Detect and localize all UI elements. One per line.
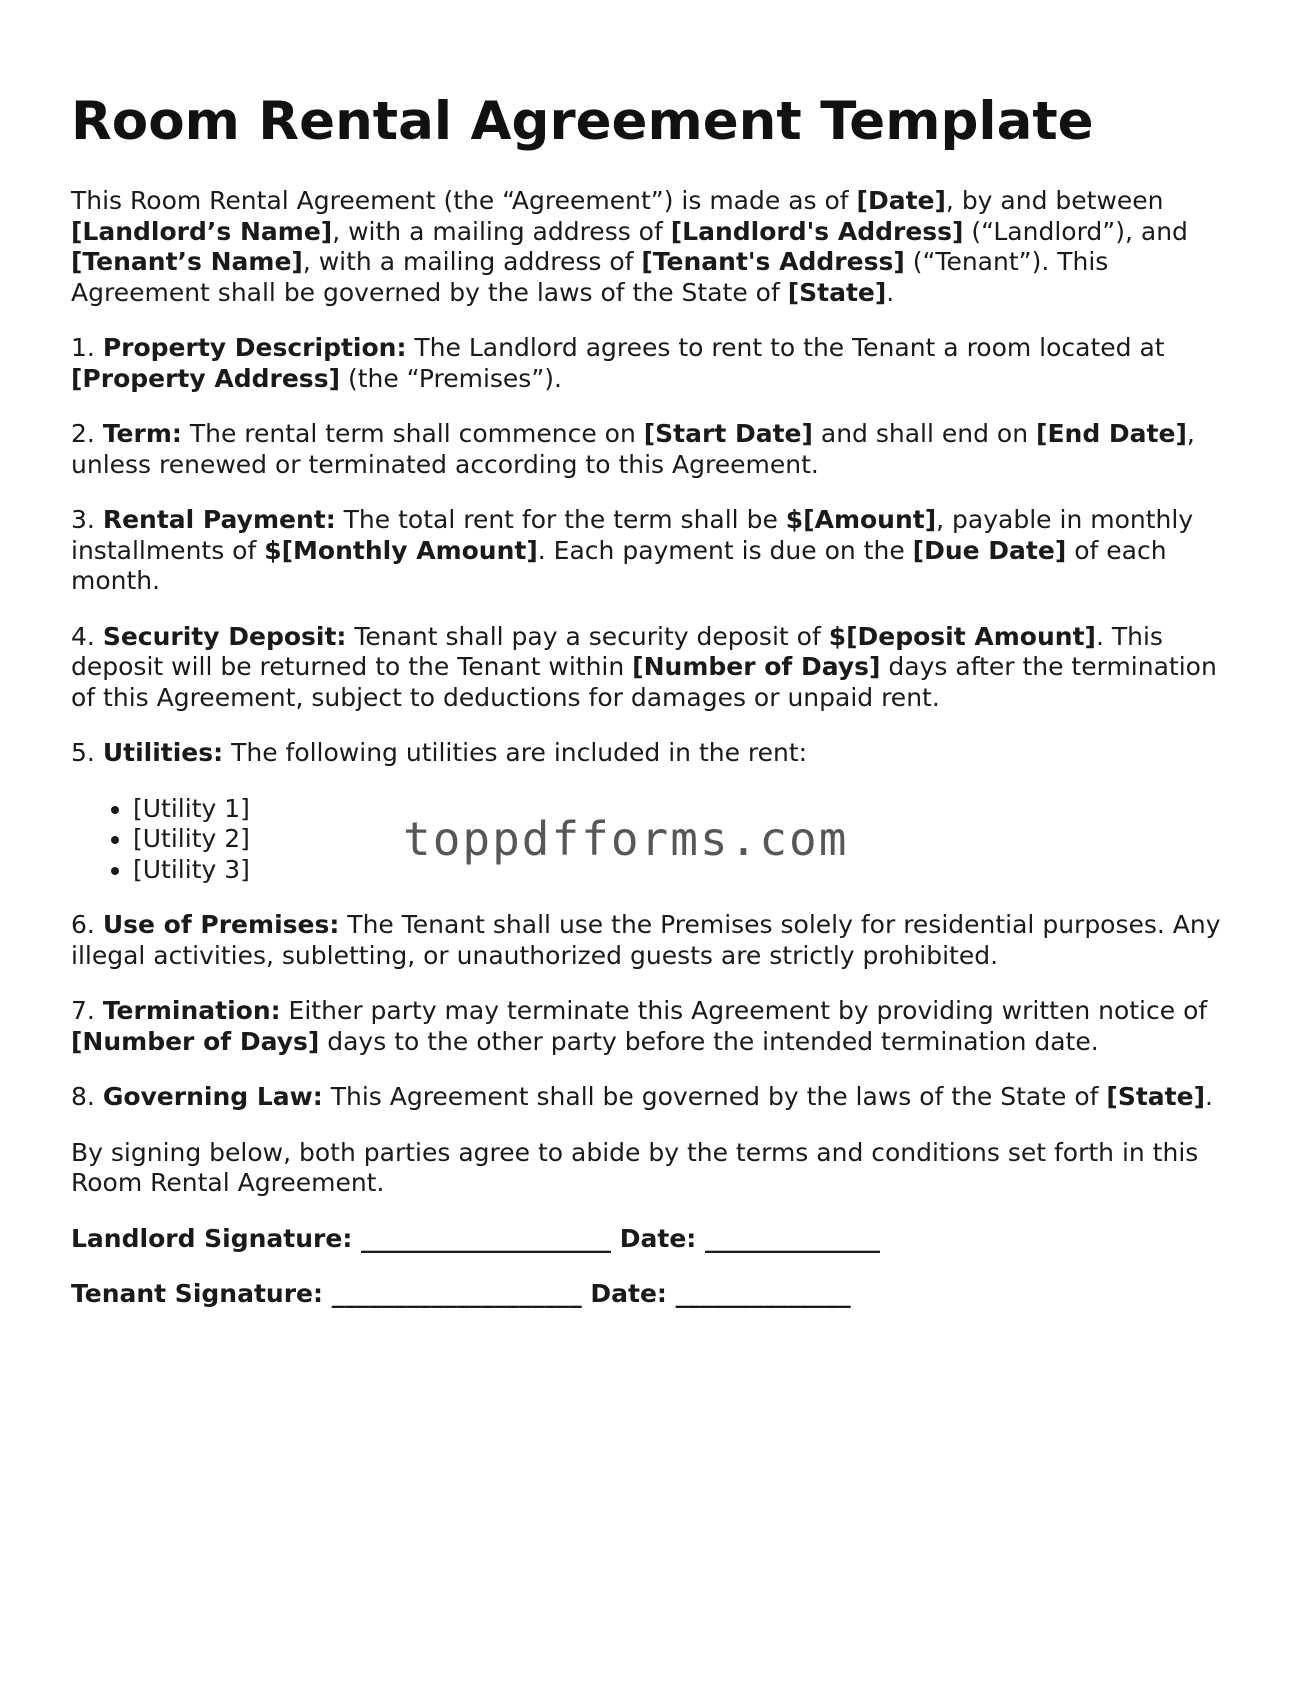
- section-use-of-premises: [71, 910, 1241, 971]
- section-heading: Use of Premises:: [102, 910, 340, 939]
- due-date-placeholder: [Due Date]: [912, 535, 1067, 565]
- list-item: • [Utility 1]: [133, 794, 1241, 825]
- section-termination: [71, 996, 1241, 1057]
- landlord-date-label: Date:: [611, 1223, 705, 1253]
- section-text: days after the termination of this Agreement, subject to deductions for damages or unpaid rent.: [71, 652, 1217, 712]
- document-page: [71, 84, 1241, 1310]
- list-item: • [Utility 2]: [133, 824, 1241, 855]
- intro-text: .: [886, 277, 895, 307]
- section-text: The rental term shall commence on: [181, 419, 644, 448]
- section-heading: Rental Payment:: [102, 505, 336, 534]
- intro-text: , by and between: [945, 186, 1164, 215]
- tenant-signature-label: Tenant Signature:: [71, 1279, 332, 1308]
- closing-paragraph: By signing below, both parties agree to abide by the terms and conditions set forth in this Room Rental Agreement.: [71, 1137, 1199, 1197]
- section-text: This Agreement shall be governed by the laws of the State of: [322, 1082, 1107, 1111]
- intro-text: (“Landlord”), and: [963, 216, 1188, 246]
- section-number: 3.: [71, 505, 103, 534]
- intro-text: (“Tenant”). This Agreement shall be governed by the laws of the State of: [71, 247, 1109, 307]
- monthly-amount-placeholder: $[Monthly Amount]: [264, 535, 538, 565]
- intro-paragraph: [71, 186, 1241, 308]
- section-text: (the “Premises”).: [340, 363, 562, 393]
- intro-text: , with a mailing address of: [302, 247, 642, 276]
- section-heading: Governing Law:: [102, 1082, 323, 1111]
- section-text: , payable in monthly installments of: [71, 505, 1194, 565]
- tenant-name-placeholder: [Tenant’s Name]: [71, 247, 303, 276]
- section-text: . This deposit will be returned to the Tenant within: [71, 621, 1163, 681]
- tenant-signature-line[interactable]: ____________________: [331, 1279, 582, 1308]
- landlord-signature-row: [71, 1224, 1241, 1255]
- section-text: . Each payment is due on the: [537, 535, 913, 565]
- tenant-signature-row: [71, 1279, 1241, 1310]
- intro-text: , with a mailing address of: [332, 216, 671, 246]
- section-number: 4.: [71, 621, 103, 651]
- section-heading: Utilities:: [102, 738, 224, 767]
- list-item: • [Utility 3]: [133, 855, 1241, 886]
- section-number: 1.: [71, 333, 103, 362]
- state-placeholder: [State]: [1106, 1082, 1206, 1111]
- section-heading: Termination:: [102, 996, 281, 1025]
- date-placeholder: [Date]: [856, 186, 946, 215]
- section-heading: Term:: [102, 419, 182, 448]
- section-utilities: [71, 738, 1241, 769]
- section-number: 5.: [71, 738, 103, 767]
- section-text: Either party may terminate this Agreement by providing written notice of: [280, 996, 1208, 1025]
- section-security-deposit: [71, 622, 1241, 714]
- section-term: [71, 419, 1241, 480]
- watermark: toppdfforms.com: [403, 812, 849, 866]
- tenant-date-label: Date:: [581, 1279, 676, 1308]
- section-text: days to the other party before the intended termination date.: [319, 1026, 1099, 1056]
- landlord-signature-line[interactable]: ____________________: [361, 1223, 612, 1253]
- tenant-date-line[interactable]: ______________: [675, 1279, 851, 1308]
- section-text: The following utilities are included in the rent:: [223, 738, 808, 767]
- section-text: and shall end on: [812, 419, 1037, 448]
- section-property-description: [71, 333, 1241, 394]
- number-of-days-placeholder: [Number of Days]: [632, 652, 881, 681]
- section-number: 6.: [71, 910, 103, 939]
- section-heading: Property Description:: [102, 333, 407, 362]
- section-text: The Landlord agrees to rent to the Tenant a room located at: [406, 333, 1165, 362]
- landlord-address-placeholder: [Landlord's Address]: [670, 216, 964, 246]
- section-text: The Tenant shall use the Premises solely for residential purposes. Any illegal activities, subletting, or unauthorized guests are strictly prohibited.: [71, 910, 1221, 970]
- section-number: 8.: [71, 1082, 103, 1111]
- deposit-amount-placeholder: $[Deposit Amount]: [828, 621, 1096, 651]
- end-date-placeholder: [End Date]: [1036, 419, 1187, 448]
- amount-placeholder: $[Amount]: [785, 505, 937, 534]
- section-number: 7.: [71, 996, 103, 1025]
- start-date-placeholder: [Start Date]: [643, 419, 813, 448]
- section-text: , unless renewed or terminated according to this Agreement.: [71, 419, 1195, 479]
- section-text: .: [1205, 1082, 1213, 1111]
- section-text: The total rent for the term shall be: [335, 505, 786, 534]
- landlord-name-placeholder: [Landlord’s Name]: [71, 216, 333, 246]
- landlord-signature-label: Landlord Signature:: [71, 1223, 362, 1253]
- section-number: 2.: [71, 419, 103, 448]
- state-placeholder: [State]: [787, 277, 887, 307]
- section-text: Tenant shall pay a security deposit of: [346, 621, 829, 651]
- number-of-days-placeholder: [Number of Days]: [71, 1026, 320, 1056]
- property-address-placeholder: [Property Address]: [71, 363, 340, 393]
- tenant-address-placeholder: [Tenant's Address]: [641, 247, 905, 276]
- section-text: of each month.: [71, 535, 1167, 595]
- section-rental-payment: [71, 505, 1241, 597]
- landlord-date-line[interactable]: ______________: [704, 1223, 880, 1253]
- page-title: Room Rental Agreement Template: [71, 91, 1094, 152]
- section-heading: Security Deposit:: [102, 621, 347, 651]
- section-governing-law: [71, 1082, 1241, 1113]
- intro-text: This Room Rental Agreement (the “Agreement”) is made as of: [71, 186, 857, 215]
